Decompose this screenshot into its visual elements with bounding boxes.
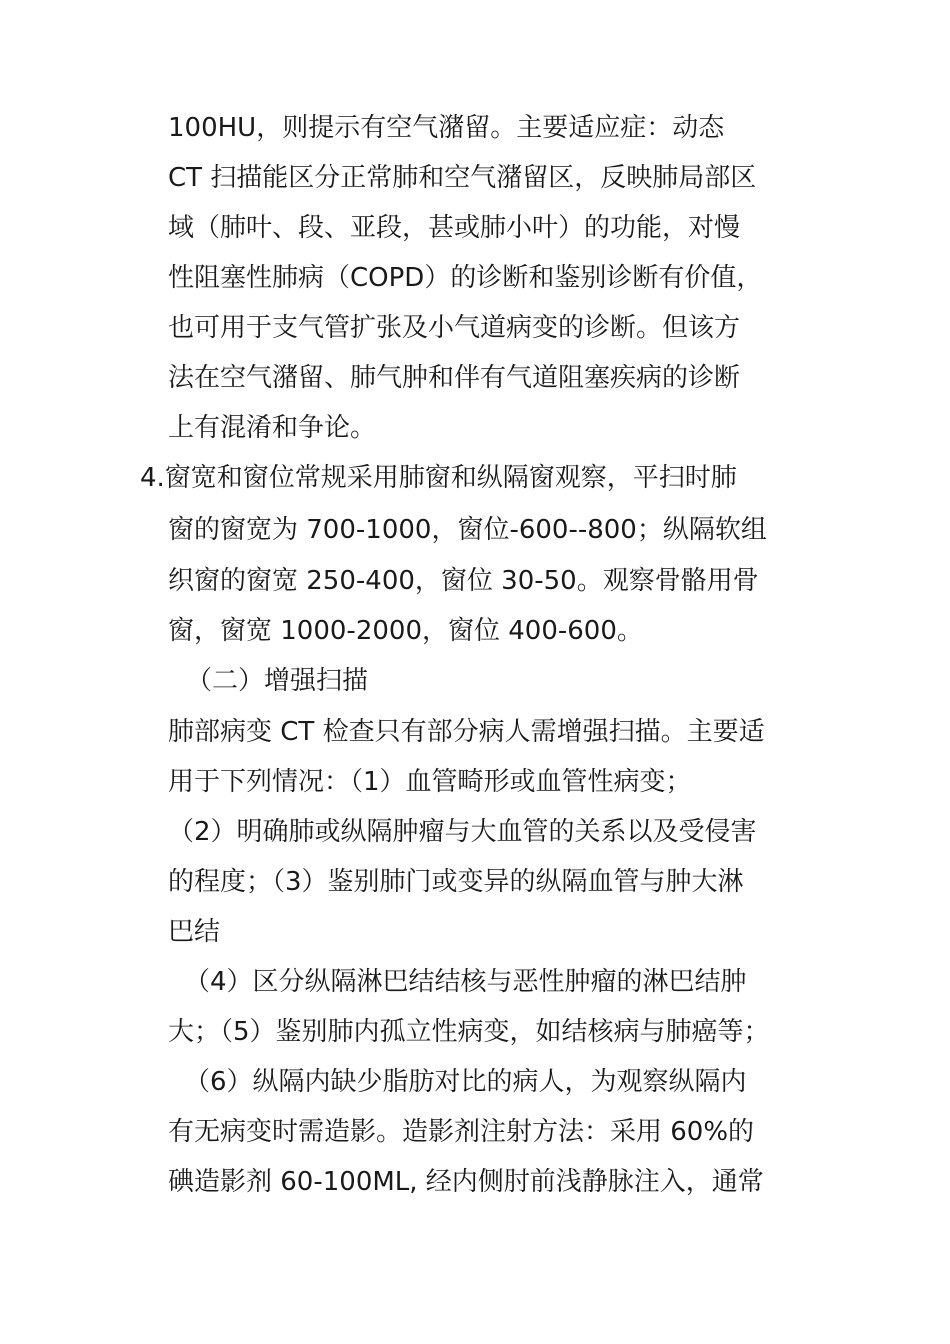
list-item-4: 4.窗宽和窗位常规采用肺窗和纵隔窗观察，平扫时肺 (140, 463, 737, 493)
text-line: 窗的窗宽为 700-1000，窗位-600--800；纵隔软组 (168, 515, 767, 545)
text-line: 的程度；（3）鉴别肺门或变异的纵隔血管与肿大淋 (168, 867, 744, 897)
text-line: 100HU，则提示有空气潴留。主要适应症：动态 (168, 113, 725, 143)
text-line: 域（肺叶、段、亚段，甚或肺小叶）的功能，对慢 (168, 213, 741, 243)
text-line: 织窗的窗宽 250-400，窗位 30-50。观察骨骼用骨 (168, 566, 759, 596)
text-line: 大；（5）鉴别肺内孤立性病变，如结核病与肺癌等； (168, 1017, 770, 1047)
text-line: 上有混淆和争论。 (168, 413, 377, 443)
text-line: 性阻塞性肺病（COPD）的诊断和鉴别诊断有价值， (168, 263, 763, 293)
text-line: 法在空气潴留、肺气肿和伴有气道阻塞疾病的诊断 (168, 363, 741, 393)
section-heading: （二）增强扫描 (186, 666, 369, 696)
text-line: 肺部病变 CT 检查只有部分病人需增强扫描。主要适 (168, 717, 765, 747)
text-line: CT 扫描能区分正常肺和空气潴留区，反映肺局部区 (168, 163, 757, 193)
text-line: 碘造影剂 60-100ML, 经内侧肘前浅静脉注入，通常 (168, 1167, 764, 1197)
text-line: 巴结 (168, 917, 221, 947)
text-line: 有无病变时需造影。造影剂注射方法：采用 60%的 (168, 1117, 755, 1147)
text-line: （6）纵隔内缺少脂肪对比的病人，为观察纵隔内 (184, 1067, 747, 1097)
text-line: 也可用于支气管扩张及小气道病变的诊断。但该方 (168, 313, 741, 343)
text-line: （2）明确肺或纵隔肿瘤与大血管的关系以及受侵害 (168, 817, 757, 847)
text-line: 用于下列情况：（1）血管畸形或血管性病变； (168, 767, 692, 797)
text-line: （4）区分纵隔淋巴结结核与恶性肿瘤的淋巴结肿 (184, 967, 747, 997)
text-line: 窗，窗宽 1000-2000，窗位 400-600。 (168, 616, 643, 646)
